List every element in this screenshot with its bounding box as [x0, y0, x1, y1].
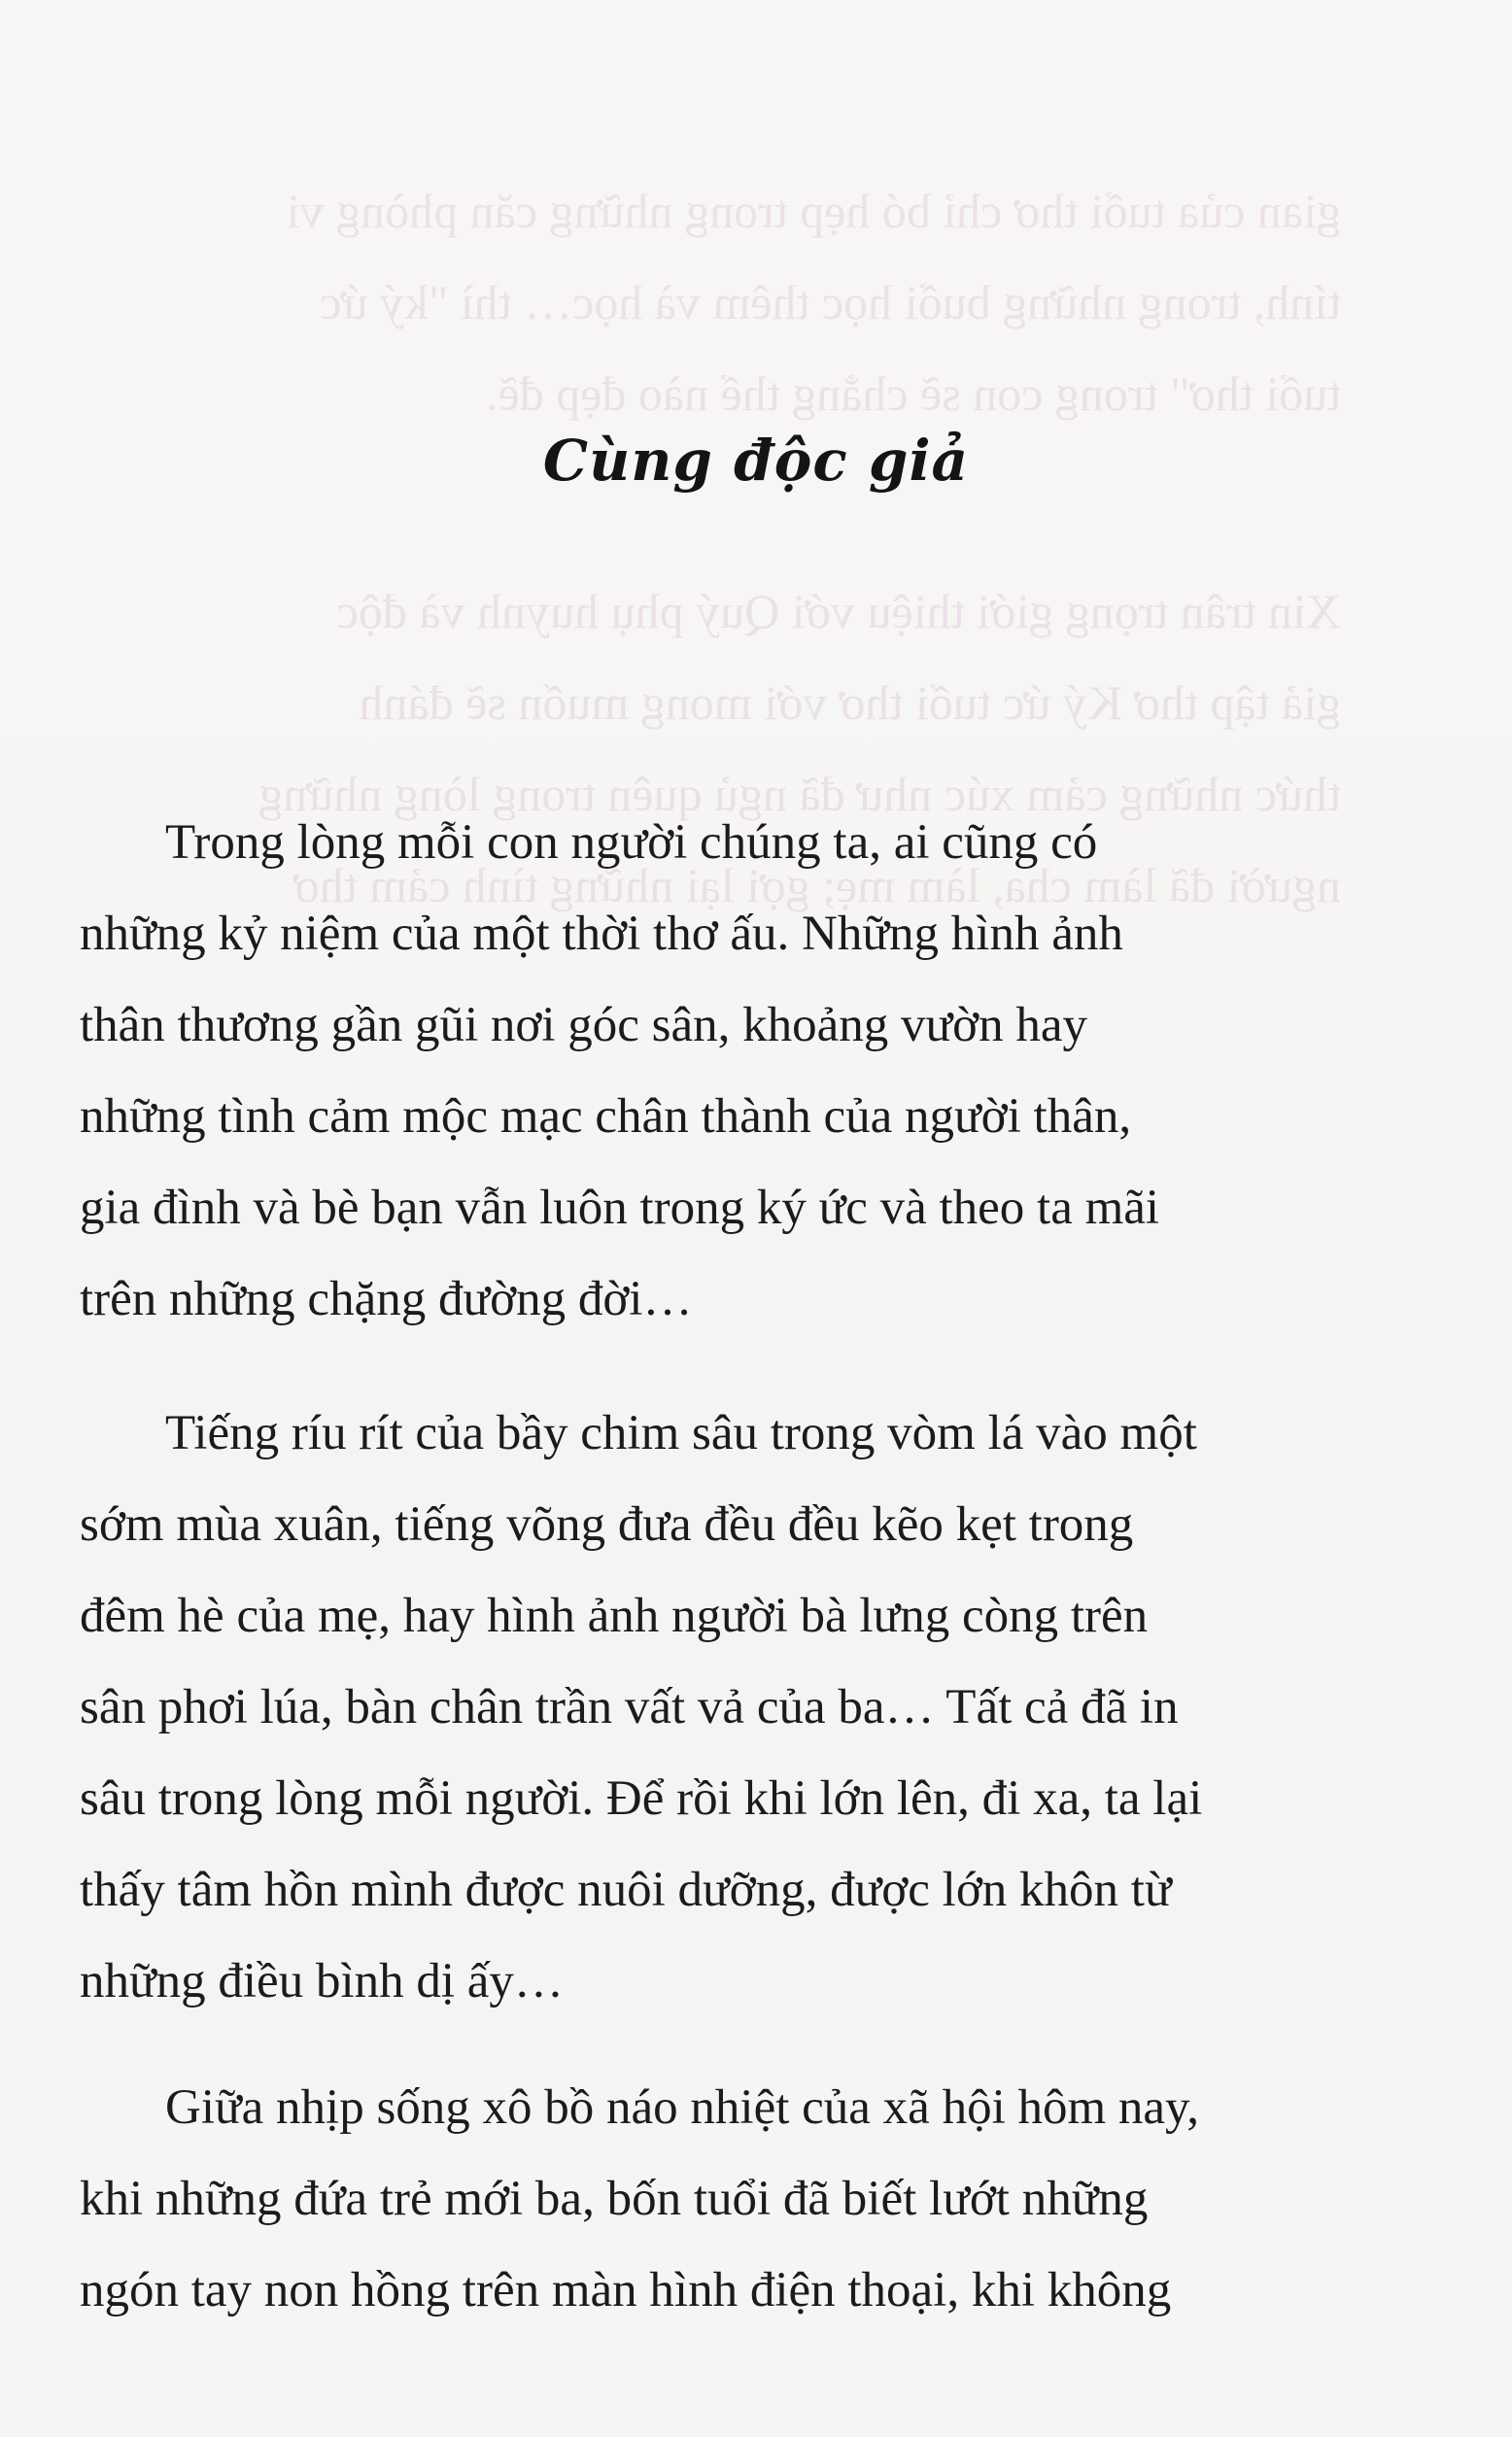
text-line: những tình cảm mộc mạc chân thành của người thân, — [80, 1089, 1132, 1144]
text-line: thân thương gần gũi nơi góc sân, khoảng vườn hay — [80, 998, 1088, 1052]
text-line: sớm mùa xuân, tiếng võng đưa đều đều kẽo kẹt trong — [80, 1497, 1134, 1552]
text-line: sâu trong lòng mỗi người. Để rồi khi lớn lên, đi xa, ta lại — [80, 1771, 1203, 1826]
text-line: sân phơi lúa, bàn chân trần vất vả của ba… Tất cả đã in — [80, 1680, 1179, 1734]
text-line: khi những đứa trẻ mới ba, bốn tuổi đã biết lướt những — [80, 2172, 1149, 2226]
text-line: Tiếng ríu rít của bầy chim sâu trong vòm lá vào một — [165, 1406, 1197, 1460]
bleed-line: Xin trân trọng giới thiệu với Quý phụ huynh và độc — [336, 584, 1341, 638]
body-text — [80, 797, 1343, 2379]
text-line: đêm hè của mẹ, hay hình ảnh người bà lưng còng trên — [80, 1589, 1149, 1643]
page-heading: Cùng độc giả — [542, 428, 970, 494]
paragraph-1 — [80, 797, 1343, 1345]
text-line: những kỷ niệm của một thời thơ ấu. Những hình ảnh — [80, 907, 1123, 961]
text-line: gia đình và bè bạn vẫn luôn trong ký ức và theo ta mãi — [80, 1181, 1160, 1235]
bleed-line: tuổi thơ" trong con sẽ chẳng thể nào đẹp đẽ. — [486, 366, 1341, 421]
text-line: Giữa nhịp sống xô bồ náo nhiệt của xã hội hôm nay, — [165, 2080, 1199, 2135]
bleed-line: gian của tuổi thơ chỉ bó hẹp trong những căn phòng vi — [286, 184, 1341, 238]
text-line: ngón tay non hồng trên màn hình điện thoại, khi không — [80, 2263, 1172, 2317]
text-line: Trong lòng mỗi con người chúng ta, ai cũng có — [165, 815, 1098, 870]
text-line: thấy tâm hồn mình được nuôi dưỡng, được lớn khôn từ — [80, 1863, 1172, 1917]
paragraph-2 — [80, 1388, 1343, 2027]
bleed-line: thức những cảm xúc như đã ngủ quên trong lòng những — [258, 767, 1341, 821]
bleed-line: người đã làm cha, làm mẹ; gợi lại những tình cảm thơ — [293, 858, 1341, 912]
bleed-line: giả tập thơ Ký ức tuổi thơ với mong muốn sẽ đánh — [359, 675, 1341, 730]
text-line: trên những chặng đường đời… — [80, 1272, 693, 1326]
text-line: những điều bình dị ấy… — [80, 1954, 564, 2008]
paragraph-3 — [80, 2062, 1343, 2336]
bleed-line: tính, trong những buổi học thêm và học… thì "ký ức — [320, 275, 1341, 329]
